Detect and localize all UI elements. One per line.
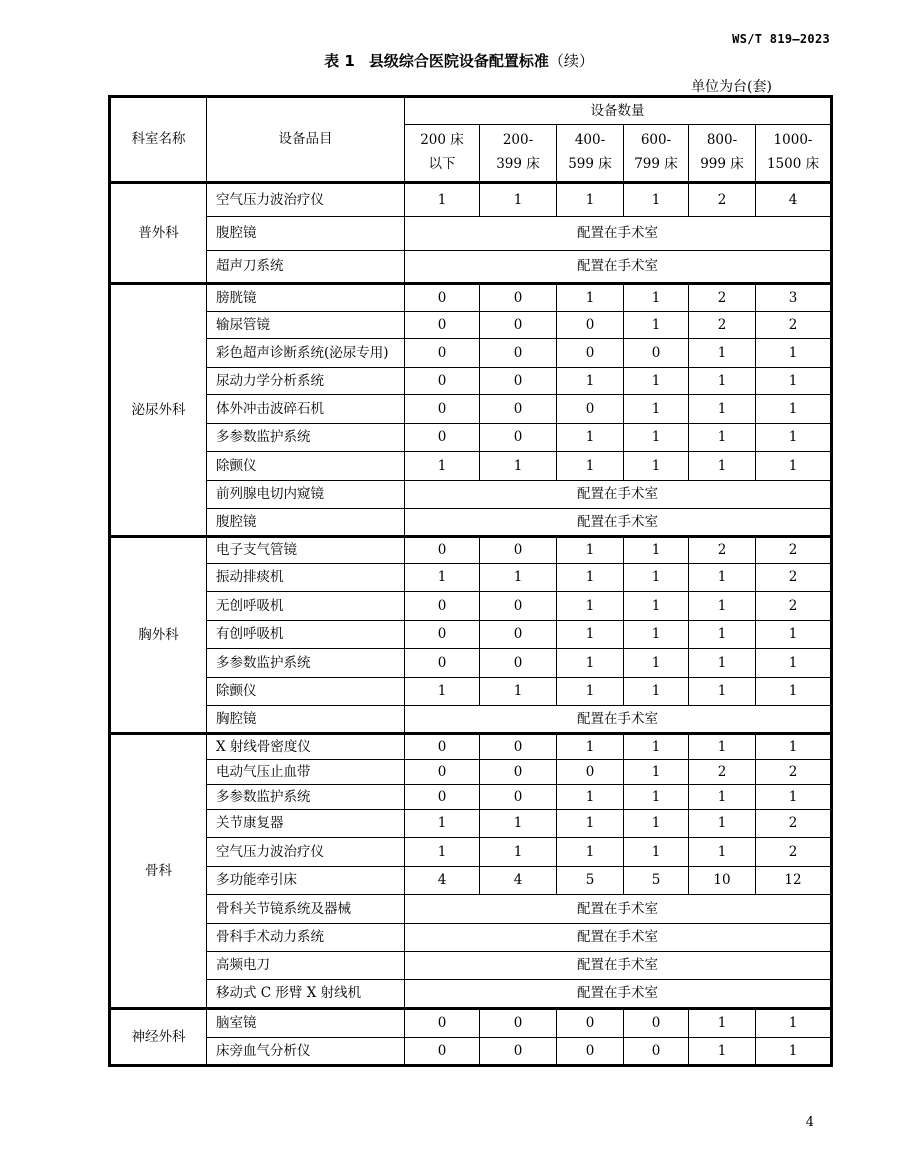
quantity-cell: 1 — [405, 678, 480, 706]
item-cell: 前列腺电切内窥镜 — [207, 481, 405, 509]
quantity-cell: 1 — [624, 368, 689, 395]
quantity-cell: 0 — [405, 734, 480, 760]
quantity-cell: 1 — [624, 284, 689, 312]
quantity-cell: 0 — [480, 785, 557, 810]
quantity-cell: 12 — [756, 867, 832, 895]
header-bed-label-line: 600- — [640, 132, 672, 149]
table-row — [110, 760, 832, 785]
quantity-cell: 1 — [624, 734, 689, 760]
quantity-cell: 4 — [480, 867, 557, 895]
header-bed-label-line: 200- — [502, 132, 534, 149]
quantity-cell: 0 — [624, 1009, 689, 1038]
quantity-cell: 2 — [756, 537, 832, 564]
item-cell: 脑室镜 — [207, 1009, 405, 1038]
quantity-cell: 1 — [689, 452, 756, 481]
quantity-cell: 1 — [557, 284, 624, 312]
quantity-cell: 0 — [480, 537, 557, 564]
header-quantity: 设备数量 — [405, 97, 832, 125]
header-bed-label-line: 400- — [574, 132, 606, 149]
equipment-table — [108, 95, 833, 1067]
quantity-cell: 4 — [405, 867, 480, 895]
configured-in-or-note: 配置在手术室 — [405, 952, 832, 980]
configured-in-or-note: 配置在手术室 — [405, 924, 832, 952]
table-row — [110, 838, 832, 867]
department-cell: 骨科 — [110, 734, 207, 1009]
quantity-cell: 1 — [689, 395, 756, 424]
header-bed-column — [756, 125, 832, 183]
configured-in-or-note: 配置在手术室 — [405, 509, 832, 537]
quantity-cell: 1 — [624, 452, 689, 481]
configured-in-or-note: 配置在手术室 — [405, 706, 832, 734]
header-bed-column — [405, 125, 480, 183]
quantity-cell: 1 — [480, 564, 557, 592]
quantity-cell: 2 — [689, 183, 756, 217]
header-bed-label-line: 以下 — [428, 156, 456, 172]
quantity-cell: 0 — [405, 785, 480, 810]
item-cell: 空气压力波治疗仪 — [207, 183, 405, 217]
quantity-cell: 1 — [557, 424, 624, 452]
table-row — [110, 395, 832, 424]
quantity-cell: 0 — [624, 1038, 689, 1066]
quantity-cell: 1 — [756, 339, 832, 368]
quantity-cell: 1 — [756, 1009, 832, 1038]
quantity-cell: 1 — [689, 424, 756, 452]
table-row — [110, 251, 832, 284]
quantity-cell: 1 — [689, 785, 756, 810]
quantity-cell: 0 — [480, 339, 557, 368]
quantity-cell: 1 — [405, 452, 480, 481]
quantity-cell: 1 — [689, 1038, 756, 1066]
table-row — [110, 368, 832, 395]
quantity-cell: 2 — [689, 312, 756, 339]
table-title — [0, 50, 918, 71]
quantity-cell: 1 — [624, 810, 689, 838]
quantity-cell: 1 — [557, 838, 624, 867]
quantity-cell: 1 — [624, 649, 689, 678]
configured-in-or-note: 配置在手术室 — [405, 251, 832, 284]
item-cell: 输尿管镜 — [207, 312, 405, 339]
quantity-cell: 0 — [405, 760, 480, 785]
quantity-cell: 1 — [624, 760, 689, 785]
quantity-cell: 1 — [624, 537, 689, 564]
table-row — [110, 284, 832, 312]
quantity-cell: 1 — [689, 621, 756, 649]
quantity-cell: 2 — [756, 838, 832, 867]
quantity-cell: 1 — [557, 785, 624, 810]
quantity-cell: 0 — [624, 339, 689, 368]
quantity-cell: 1 — [557, 810, 624, 838]
department-cell: 普外科 — [110, 183, 207, 284]
quantity-cell: 0 — [405, 621, 480, 649]
quantity-cell: 0 — [480, 621, 557, 649]
quantity-cell: 0 — [405, 537, 480, 564]
quantity-cell: 2 — [756, 760, 832, 785]
quantity-cell: 0 — [405, 1038, 480, 1066]
quantity-cell: 0 — [557, 312, 624, 339]
quantity-cell: 1 — [624, 678, 689, 706]
table-row — [110, 924, 832, 952]
item-cell: 体外冲击波碎石机 — [207, 395, 405, 424]
table-row — [110, 312, 832, 339]
item-cell: 骨科关节镜系统及器械 — [207, 895, 405, 924]
quantity-cell: 1 — [689, 810, 756, 838]
header-bed-label-line: 399 床 — [496, 156, 540, 172]
quantity-cell: 0 — [557, 339, 624, 368]
quantity-cell: 1 — [405, 564, 480, 592]
department-cell: 神经外科 — [110, 1009, 207, 1066]
table-row — [110, 785, 832, 810]
table-row — [110, 734, 832, 760]
quantity-cell: 5 — [624, 867, 689, 895]
quantity-cell: 1 — [689, 592, 756, 621]
quantity-cell: 1 — [557, 537, 624, 564]
quantity-cell: 0 — [480, 1038, 557, 1066]
quantity-cell: 1 — [405, 838, 480, 867]
quantity-cell: 1 — [557, 678, 624, 706]
quantity-cell: 1 — [624, 395, 689, 424]
table-row — [110, 339, 832, 368]
item-cell: 电动气压止血带 — [207, 760, 405, 785]
quantity-cell: 1 — [689, 368, 756, 395]
quantity-cell: 0 — [405, 424, 480, 452]
quantity-cell: 2 — [756, 810, 832, 838]
quantity-cell: 1 — [756, 621, 832, 649]
page-number: 4 — [805, 1115, 814, 1130]
quantity-cell: 2 — [756, 564, 832, 592]
quantity-cell: 1 — [756, 678, 832, 706]
quantity-cell: 1 — [557, 649, 624, 678]
item-cell: 振动排痰机 — [207, 564, 405, 592]
table-row — [110, 1038, 832, 1066]
quantity-cell: 2 — [756, 312, 832, 339]
quantity-cell: 1 — [405, 183, 480, 217]
quantity-cell: 0 — [557, 1009, 624, 1038]
unit-note: 单位为台(套) — [691, 79, 772, 95]
item-cell: 空气压力波治疗仪 — [207, 838, 405, 867]
quantity-cell: 1 — [756, 785, 832, 810]
item-cell: 膀胱镜 — [207, 284, 405, 312]
item-cell: 多参数监护系统 — [207, 649, 405, 678]
quantity-cell: 0 — [480, 284, 557, 312]
quantity-cell: 0 — [557, 760, 624, 785]
quantity-cell: 1 — [624, 621, 689, 649]
quantity-cell: 1 — [624, 785, 689, 810]
table-row — [110, 706, 832, 734]
table-row — [110, 621, 832, 649]
header-bed-column — [624, 125, 689, 183]
quantity-cell: 1 — [624, 564, 689, 592]
quantity-cell: 0 — [480, 592, 557, 621]
configured-in-or-note: 配置在手术室 — [405, 481, 832, 509]
quantity-cell: 0 — [405, 649, 480, 678]
table-row — [110, 217, 832, 251]
quantity-cell: 0 — [405, 284, 480, 312]
quantity-cell: 2 — [689, 760, 756, 785]
item-cell: 腹腔镜 — [207, 509, 405, 537]
quantity-cell: 1 — [405, 810, 480, 838]
header-bed-column — [689, 125, 756, 183]
quantity-cell: 1 — [689, 1009, 756, 1038]
table-row — [110, 481, 832, 509]
table-row — [110, 810, 832, 838]
quantity-cell: 1 — [557, 564, 624, 592]
quantity-cell: 1 — [756, 395, 832, 424]
quantity-cell: 0 — [405, 368, 480, 395]
quantity-cell: 0 — [480, 760, 557, 785]
quantity-cell: 1 — [689, 649, 756, 678]
header-bed-label-line: 800- — [706, 132, 738, 149]
table-row — [110, 678, 832, 706]
quantity-cell: 0 — [405, 1009, 480, 1038]
configured-in-or-note: 配置在手术室 — [405, 895, 832, 924]
item-cell: X 射线骨密度仪 — [207, 734, 405, 760]
item-cell: 骨科手术动力系统 — [207, 924, 405, 952]
header-bed-column — [480, 125, 557, 183]
item-cell: 除颤仪 — [207, 452, 405, 481]
quantity-cell: 1 — [756, 452, 832, 481]
table-row — [110, 424, 832, 452]
item-cell: 多功能牵引床 — [207, 867, 405, 895]
quantity-cell: 1 — [557, 368, 624, 395]
quantity-cell: 1 — [624, 424, 689, 452]
quantity-cell: 1 — [689, 838, 756, 867]
item-cell: 有创呼吸机 — [207, 621, 405, 649]
item-cell: 除颤仪 — [207, 678, 405, 706]
quantity-cell: 5 — [557, 867, 624, 895]
quantity-cell: 1 — [624, 838, 689, 867]
quantity-cell: 0 — [405, 312, 480, 339]
quantity-cell: 1 — [689, 678, 756, 706]
item-cell: 电子支气管镜 — [207, 537, 405, 564]
quantity-cell: 1 — [689, 734, 756, 760]
header-bed-label-line: 1500 床 — [766, 156, 820, 172]
quantity-cell: 2 — [689, 284, 756, 312]
quantity-cell: 4 — [756, 183, 832, 217]
quantity-cell: 1 — [689, 564, 756, 592]
table-number: 表 1 — [324, 52, 355, 70]
quantity-cell: 0 — [405, 395, 480, 424]
quantity-cell: 2 — [756, 592, 832, 621]
table-row — [110, 895, 832, 924]
item-cell: 胸腔镜 — [207, 706, 405, 734]
header-bed-column — [557, 125, 624, 183]
quantity-cell: 0 — [480, 1009, 557, 1038]
quantity-cell: 0 — [480, 424, 557, 452]
quantity-cell: 1 — [557, 183, 624, 217]
quantity-cell: 0 — [557, 395, 624, 424]
quantity-cell: 10 — [689, 867, 756, 895]
quantity-cell: 3 — [756, 284, 832, 312]
table-row — [110, 509, 832, 537]
table-row — [110, 564, 832, 592]
quantity-cell: 1 — [624, 183, 689, 217]
department-cell: 泌尿外科 — [110, 284, 207, 537]
quantity-cell: 1 — [756, 368, 832, 395]
item-cell: 移动式 C 形臂 X 射线机 — [207, 980, 405, 1009]
quantity-cell: 1 — [480, 810, 557, 838]
quantity-cell: 0 — [405, 592, 480, 621]
quantity-cell: 1 — [480, 452, 557, 481]
quantity-cell: 1 — [756, 1038, 832, 1066]
quantity-cell: 1 — [480, 183, 557, 217]
item-cell: 无创呼吸机 — [207, 592, 405, 621]
table-row — [110, 592, 832, 621]
quantity-cell: 1 — [480, 678, 557, 706]
table-row — [110, 649, 832, 678]
item-cell: 超声刀系统 — [207, 251, 405, 284]
header-bed-label-line: 1000- — [773, 132, 813, 149]
item-cell: 关节康复器 — [207, 810, 405, 838]
quantity-cell: 0 — [557, 1038, 624, 1066]
configured-in-or-note: 配置在手术室 — [405, 217, 832, 251]
quantity-cell: 0 — [480, 734, 557, 760]
department-cell: 胸外科 — [110, 537, 207, 734]
quantity-cell: 1 — [557, 452, 624, 481]
quantity-cell: 2 — [689, 537, 756, 564]
quantity-cell: 0 — [480, 649, 557, 678]
quantity-cell: 0 — [480, 368, 557, 395]
table-row — [110, 452, 832, 481]
item-cell: 尿动力学分析系统 — [207, 368, 405, 395]
quantity-cell: 1 — [689, 339, 756, 368]
header-item: 设备品目 — [207, 97, 405, 183]
item-cell: 腹腔镜 — [207, 217, 405, 251]
quantity-cell: 1 — [557, 734, 624, 760]
document-code: WS/T 819—2023 — [732, 32, 830, 46]
header-bed-label-line: 799 床 — [634, 156, 678, 172]
table-row — [110, 867, 832, 895]
header-department: 科室名称 — [110, 97, 207, 183]
quantity-cell: 0 — [480, 312, 557, 339]
configured-in-or-note: 配置在手术室 — [405, 980, 832, 1009]
quantity-cell: 1 — [756, 734, 832, 760]
quantity-cell: 1 — [756, 424, 832, 452]
table-row — [110, 1009, 832, 1038]
quantity-cell: 1 — [480, 838, 557, 867]
item-cell: 多参数监护系统 — [207, 785, 405, 810]
table-row — [110, 952, 832, 980]
quantity-cell: 0 — [405, 339, 480, 368]
table-continued-mark: （续） — [548, 52, 594, 70]
quantity-cell: 1 — [624, 592, 689, 621]
header-bed-label-line: 599 床 — [568, 156, 612, 172]
quantity-cell: 1 — [624, 312, 689, 339]
table-row — [110, 980, 832, 1009]
quantity-cell: 0 — [480, 395, 557, 424]
table-row — [110, 183, 832, 217]
header-bed-label-line: 999 床 — [700, 156, 744, 172]
quantity-cell: 1 — [557, 592, 624, 621]
item-cell: 彩色超声诊断系统(泌尿专用) — [207, 339, 405, 368]
table-title-text: 县级综合医院设备配置标准 — [368, 52, 549, 70]
quantity-cell: 1 — [557, 621, 624, 649]
item-cell: 多参数监护系统 — [207, 424, 405, 452]
quantity-cell: 1 — [756, 649, 832, 678]
table-row — [110, 537, 832, 564]
header-bed-label-line: 200 床 — [420, 132, 464, 149]
item-cell: 床旁血气分析仪 — [207, 1038, 405, 1066]
item-cell: 高频电刀 — [207, 952, 405, 980]
